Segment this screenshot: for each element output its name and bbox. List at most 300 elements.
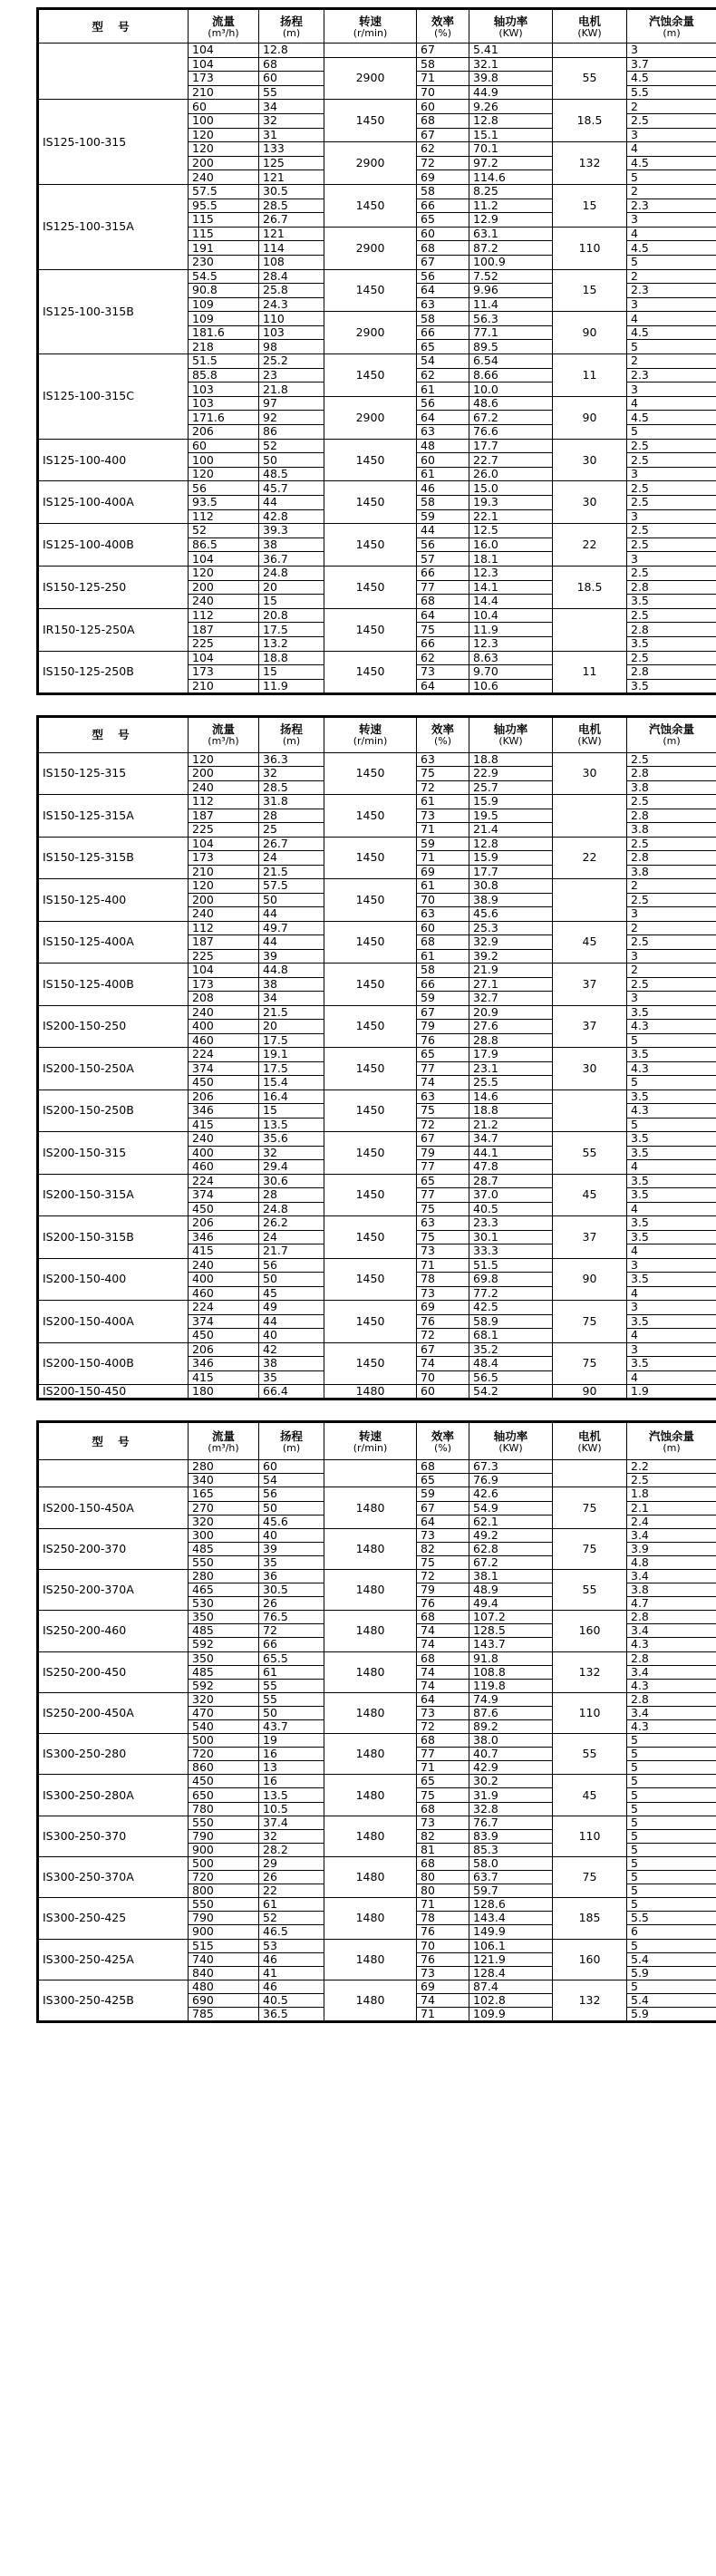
efficiency-cell: 71 <box>417 2007 469 2021</box>
head-cell: 98 <box>259 340 324 354</box>
table-row <box>38 752 716 767</box>
head-cell: 10.5 <box>259 1802 324 1816</box>
efficiency-cell: 71 <box>417 851 469 866</box>
shaft-power-cell: 114.6 <box>469 170 553 185</box>
head-cell: 28.5 <box>259 199 324 213</box>
head-cell: 45 <box>259 1286 324 1301</box>
header-row <box>38 1422 716 1460</box>
table-row <box>38 964 716 978</box>
shaft-power-cell: 9.26 <box>469 100 553 114</box>
table-row <box>38 1898 716 1912</box>
table-row <box>38 1734 716 1748</box>
motor-cell <box>553 795 627 838</box>
flow-cell: 500 <box>189 1856 259 1870</box>
npsh-cell: 2.5 <box>627 453 716 468</box>
efficiency-cell: 58 <box>417 496 469 510</box>
header-unit: (m) <box>282 1441 301 1454</box>
npsh-cell: 3 <box>627 213 716 228</box>
efficiency-cell: 67 <box>417 128 469 142</box>
npsh-cell: 3.5 <box>627 636 716 651</box>
shaft-power-cell: 51.5 <box>469 1258 553 1273</box>
flow-cell: 785 <box>189 2007 259 2021</box>
flow-cell: 210 <box>189 85 259 100</box>
shaft-power-cell: 89.2 <box>469 1720 553 1734</box>
flow-cell: 85.8 <box>189 368 259 383</box>
model-cell: IS200-150-250A <box>38 1048 189 1090</box>
shaft-power-cell: 32.7 <box>469 992 553 1006</box>
flow-cell: 225 <box>189 823 259 838</box>
header-label: 流量 <box>211 1428 235 1443</box>
efficiency-cell: 66 <box>417 325 469 340</box>
flow-cell: 104 <box>189 837 259 851</box>
head-cell: 44 <box>259 1314 324 1329</box>
head-cell: 72 <box>259 1624 324 1638</box>
npsh-cell: 5.9 <box>627 1966 716 1980</box>
npsh-cell: 3.8 <box>627 780 716 795</box>
efficiency-cell: 64 <box>417 679 469 693</box>
spec-table-3 <box>36 1420 716 2023</box>
npsh-header <box>627 1422 716 1460</box>
head-cell: 13.5 <box>259 1118 324 1132</box>
flow-cell: 86.5 <box>189 537 259 552</box>
efficiency-cell: 73 <box>417 1966 469 1980</box>
flow-cell: 206 <box>189 1216 259 1231</box>
npsh-cell: 2 <box>627 964 716 978</box>
head-cell: 49 <box>259 1301 324 1315</box>
flow-cell: 450 <box>189 1076 259 1090</box>
flow-cell: 104 <box>189 651 259 665</box>
header-unit: (r/min) <box>353 26 388 39</box>
flow-cell: 104 <box>189 57 259 72</box>
flow-cell: 200 <box>189 893 259 907</box>
head-cell: 17.5 <box>259 1061 324 1076</box>
shaft-power-cell: 58.9 <box>469 1314 553 1329</box>
motor-cell: 90 <box>553 312 627 354</box>
shaft-power-cell: 143.7 <box>469 1638 553 1651</box>
head-cell: 55 <box>259 1679 324 1692</box>
speed-cell: 1450 <box>324 1089 417 1132</box>
efficiency-cell: 69 <box>417 170 469 185</box>
motor-cell: 55 <box>553 1569 627 1610</box>
shaft-power-cell: 7.52 <box>469 269 553 284</box>
flow-cell: 450 <box>189 1329 259 1343</box>
npsh-cell: 3 <box>627 907 716 922</box>
flow-cell: 720 <box>189 1871 259 1884</box>
flow-cell: 480 <box>189 1980 259 1993</box>
header-label: 扬程 <box>279 1428 303 1443</box>
motor-cell: 75 <box>553 1301 627 1343</box>
npsh-cell: 5.5 <box>627 1912 716 1925</box>
efficiency-cell: 73 <box>417 1528 469 1542</box>
npsh-cell: 3.5 <box>627 1048 716 1062</box>
efficiency-cell: 79 <box>417 1146 469 1160</box>
flow-cell: 240 <box>189 780 259 795</box>
model-cell: IS150-125-400A <box>38 921 189 964</box>
npsh-cell: 2.3 <box>627 368 716 383</box>
head-cell: 36 <box>259 1569 324 1583</box>
head-cell: 53 <box>259 1939 324 1952</box>
npsh-cell: 5 <box>627 1843 716 1856</box>
head-cell: 39 <box>259 949 324 964</box>
shaft-power-cell: 42.6 <box>469 1487 553 1501</box>
model-cell: IS200-150-400 <box>38 1258 189 1301</box>
flow-cell: 120 <box>189 128 259 142</box>
efficiency-cell: 74 <box>417 1679 469 1692</box>
head-cell: 28.2 <box>259 1843 324 1856</box>
efficiency-cell: 80 <box>417 1871 469 1884</box>
efficiency-cell: 59 <box>417 837 469 851</box>
speed-cell: 1480 <box>324 1385 417 1399</box>
npsh-cell: 5 <box>627 1939 716 1952</box>
head-cell: 18.8 <box>259 651 324 665</box>
motor-cell: 55 <box>553 1734 627 1775</box>
shaft-power-cell: 31.9 <box>469 1788 553 1802</box>
efficiency-cell: 61 <box>417 949 469 964</box>
flow-cell: 592 <box>189 1638 259 1651</box>
flow-cell: 104 <box>189 44 259 58</box>
shaft-power-cell: 11.4 <box>469 297 553 312</box>
head-cell: 15.4 <box>259 1076 324 1090</box>
shaft-power-cell: 27.1 <box>469 977 553 992</box>
head-cell: 20 <box>259 1020 324 1034</box>
flow-cell: 346 <box>189 1230 259 1244</box>
motor-cell: 11 <box>553 354 627 397</box>
head-cell: 97 <box>259 396 324 411</box>
speed-cell: 1450 <box>324 354 417 397</box>
head-cell: 46 <box>259 1980 324 1993</box>
model-cell: IS250-200-450A <box>38 1692 189 1733</box>
efficiency-cell: 68 <box>417 113 469 128</box>
head-cell: 32 <box>259 767 324 781</box>
flow-cell: 173 <box>189 665 259 680</box>
head-cell: 45.7 <box>259 481 324 496</box>
flow-cell: 465 <box>189 1583 259 1597</box>
shaft-power-cell: 56.3 <box>469 312 553 326</box>
header-label: 型 号 <box>92 19 135 34</box>
npsh-cell: 2.5 <box>627 837 716 851</box>
shaft-power-cell: 121.9 <box>469 1952 553 1966</box>
header-unit: (r/min) <box>353 1441 388 1454</box>
header-label: 型 号 <box>92 728 135 742</box>
npsh-cell: 2.4 <box>627 1515 716 1528</box>
model-header <box>38 716 189 752</box>
shaft-power-cell: 59.7 <box>469 1884 553 1898</box>
efficiency-cell: 66 <box>417 977 469 992</box>
table-row <box>38 1048 716 1062</box>
npsh-cell: 5.9 <box>627 2007 716 2021</box>
speed-cell: 1480 <box>324 1939 417 1980</box>
shaft-power-cell: 12.8 <box>469 113 553 128</box>
shaft-power-cell: 76.6 <box>469 425 553 440</box>
efficiency-cell: 68 <box>417 1651 469 1665</box>
efficiency-cell: 68 <box>417 241 469 256</box>
efficiency-cell: 63 <box>417 425 469 440</box>
efficiency-cell: 76 <box>417 1597 469 1611</box>
table-row <box>38 1816 716 1829</box>
npsh-cell: 2.8 <box>627 1692 716 1706</box>
motor-cell: 132 <box>553 1651 627 1692</box>
model-header <box>38 9 189 44</box>
shaft-power-cell: 85.3 <box>469 1843 553 1856</box>
head-cell: 108 <box>259 255 324 269</box>
npsh-cell: 5 <box>627 1884 716 1898</box>
head-cell: 17.5 <box>259 1033 324 1048</box>
head-cell: 30.5 <box>259 1583 324 1597</box>
efficiency-header <box>417 716 469 752</box>
flow-cell: 120 <box>189 142 259 157</box>
flow-cell: 550 <box>189 1555 259 1569</box>
speed-cell: 1450 <box>324 269 417 312</box>
shaft-power-cell: 23.3 <box>469 1216 553 1231</box>
model-cell: IS125-100-315B <box>38 269 189 354</box>
efficiency-cell: 81 <box>417 1843 469 1856</box>
efficiency-cell: 60 <box>417 453 469 468</box>
motor-cell: 185 <box>553 1898 627 1939</box>
shaft-power-cell: 12.8 <box>469 837 553 851</box>
head-cell: 23 <box>259 368 324 383</box>
flow-cell: 112 <box>189 795 259 809</box>
shaft-power-cell: 22.1 <box>469 509 553 524</box>
header-label: 型 号 <box>92 1434 135 1448</box>
speed-cell: 2900 <box>324 142 417 185</box>
speed-cell: 1450 <box>324 100 417 142</box>
motor-cell <box>553 608 627 651</box>
model-cell: IS250-200-450 <box>38 1651 189 1692</box>
header-label: 效率 <box>431 722 454 737</box>
flow-cell: 120 <box>189 752 259 767</box>
flow-cell: 95.5 <box>189 199 259 213</box>
head-cell: 43.7 <box>259 1720 324 1734</box>
motor-cell: 75 <box>553 1342 627 1385</box>
shaft-power-cell: 20.9 <box>469 1005 553 1020</box>
shaft-power-cell: 48.6 <box>469 396 553 411</box>
head-cell: 30.6 <box>259 1174 324 1188</box>
model-cell: IS300-250-425B <box>38 1980 189 2021</box>
head-cell: 19 <box>259 1734 324 1748</box>
flow-cell: 103 <box>189 396 259 411</box>
flow-cell: 450 <box>189 1202 259 1216</box>
flow-cell: 210 <box>189 865 259 879</box>
table-row <box>38 795 716 809</box>
speed-cell: 1480 <box>324 1856 417 1897</box>
npsh-cell: 3.5 <box>627 1132 716 1147</box>
efficiency-cell: 58 <box>417 964 469 978</box>
table-row <box>38 1301 716 1315</box>
flow-cell: 112 <box>189 608 259 623</box>
flow-cell: 346 <box>189 1104 259 1119</box>
flow-cell: 485 <box>189 1665 259 1679</box>
npsh-cell: 2.8 <box>627 580 716 595</box>
shaft-power-cell: 16.0 <box>469 537 553 552</box>
efficiency-cell: 56 <box>417 269 469 284</box>
flow-cell: 115 <box>189 213 259 228</box>
efficiency-cell: 67 <box>417 44 469 58</box>
header-unit: (KW) <box>498 26 523 39</box>
flow-cell: 320 <box>189 1692 259 1706</box>
npsh-cell: 4.3 <box>627 1061 716 1076</box>
shaft-power-cell: 32.1 <box>469 57 553 72</box>
npsh-cell: 4 <box>627 1202 716 1216</box>
head-cell: 56 <box>259 1487 324 1501</box>
motor-cell <box>553 44 627 58</box>
flow-cell: 60 <box>189 100 259 114</box>
flow-cell: 225 <box>189 949 259 964</box>
model-cell: IS125-100-315C <box>38 354 189 440</box>
npsh-cell: 5 <box>627 1802 716 1816</box>
npsh-header <box>627 9 716 44</box>
head-cell: 25 <box>259 823 324 838</box>
flow-cell: 224 <box>189 1301 259 1315</box>
table-row <box>38 481 716 496</box>
table-row <box>38 524 716 538</box>
model-cell: IS150-125-315B <box>38 837 189 879</box>
head-cell: 56 <box>259 1258 324 1273</box>
npsh-cell: 2.8 <box>627 767 716 781</box>
efficiency-cell: 70 <box>417 85 469 100</box>
shaft-power-cell: 8.66 <box>469 368 553 383</box>
npsh-cell: 3.5 <box>627 1314 716 1329</box>
shaft-power-header <box>469 716 553 752</box>
shaft-power-cell: 40.7 <box>469 1748 553 1761</box>
npsh-cell: 4.3 <box>627 1720 716 1734</box>
table-row <box>38 1342 716 1357</box>
head-cell: 26.7 <box>259 213 324 228</box>
motor-cell <box>553 1089 627 1132</box>
header-unit: (m) <box>282 26 301 39</box>
model-header <box>38 1422 189 1460</box>
npsh-cell: 4.5 <box>627 72 716 86</box>
npsh-cell: 4.3 <box>627 1104 716 1119</box>
npsh-cell: 2.5 <box>627 566 716 580</box>
efficiency-cell: 73 <box>417 1706 469 1719</box>
efficiency-cell: 59 <box>417 992 469 1006</box>
header-unit: (m³/h) <box>208 1441 239 1454</box>
npsh-cell: 3.4 <box>627 1528 716 1542</box>
motor-cell: 30 <box>553 439 627 481</box>
efficiency-cell: 71 <box>417 1258 469 1273</box>
efficiency-cell: 60 <box>417 921 469 935</box>
head-cell: 68 <box>259 57 324 72</box>
efficiency-cell: 63 <box>417 752 469 767</box>
head-cell: 21.8 <box>259 383 324 397</box>
shaft-power-cell: 39.8 <box>469 72 553 86</box>
npsh-cell: 4.5 <box>627 325 716 340</box>
shaft-power-cell: 25.3 <box>469 921 553 935</box>
npsh-cell: 3.4 <box>627 1624 716 1638</box>
shaft-power-cell: 17.9 <box>469 1048 553 1062</box>
head-cell: 48.5 <box>259 467 324 481</box>
efficiency-cell: 76 <box>417 1314 469 1329</box>
header-unit: (m³/h) <box>208 735 239 748</box>
shaft-power-cell: 11.2 <box>469 199 553 213</box>
shaft-power-cell: 26.0 <box>469 467 553 481</box>
shaft-power-cell: 9.96 <box>469 284 553 298</box>
npsh-cell: 5 <box>627 1734 716 1748</box>
flow-cell: 120 <box>189 566 259 580</box>
head-cell: 60 <box>259 1460 324 1474</box>
efficiency-cell: 61 <box>417 467 469 481</box>
npsh-cell: 5 <box>627 1775 716 1788</box>
motor-cell: 11 <box>553 651 627 693</box>
efficiency-cell: 75 <box>417 1555 469 1569</box>
efficiency-cell: 73 <box>417 1286 469 1301</box>
shaft-power-cell: 87.2 <box>469 241 553 256</box>
model-cell: IS200-150-450 <box>38 1385 189 1399</box>
efficiency-cell: 65 <box>417 213 469 228</box>
head-cell: 30.5 <box>259 184 324 199</box>
npsh-cell: 4.5 <box>627 411 716 425</box>
efficiency-cell: 59 <box>417 509 469 524</box>
table-row <box>38 1651 716 1665</box>
header-unit: (KW) <box>577 735 602 748</box>
head-cell: 44 <box>259 496 324 510</box>
efficiency-cell: 44 <box>417 524 469 538</box>
shaft-power-cell: 67.2 <box>469 411 553 425</box>
npsh-cell: 3 <box>627 128 716 142</box>
shaft-power-cell: 67.2 <box>469 1555 553 1569</box>
efficiency-cell: 71 <box>417 1761 469 1775</box>
flow-cell: 240 <box>189 170 259 185</box>
header-label: 流量 <box>211 722 235 737</box>
speed-cell: 1480 <box>324 1487 417 1528</box>
speed-cell: 1450 <box>324 964 417 1006</box>
head-cell: 55 <box>259 1692 324 1706</box>
efficiency-cell: 64 <box>417 1692 469 1706</box>
flow-cell: 790 <box>189 1912 259 1925</box>
head-cell: 25.2 <box>259 354 324 369</box>
shaft-power-cell: 38.0 <box>469 1734 553 1748</box>
flow-cell: 460 <box>189 1160 259 1175</box>
flow-cell: 240 <box>189 1132 259 1147</box>
header-label: 轴功率 <box>493 14 528 28</box>
efficiency-cell: 79 <box>417 1020 469 1034</box>
efficiency-cell: 64 <box>417 1515 469 1528</box>
efficiency-cell: 78 <box>417 1912 469 1925</box>
efficiency-cell: 64 <box>417 608 469 623</box>
shaft-power-cell: 77.1 <box>469 325 553 340</box>
model-cell: IS125-100-315 <box>38 100 189 185</box>
head-cell: 40 <box>259 1528 324 1542</box>
head-cell: 37.4 <box>259 1816 324 1829</box>
head-cell: 92 <box>259 411 324 425</box>
model-cell: IS300-250-425A <box>38 1939 189 1980</box>
npsh-cell: 2.5 <box>627 752 716 767</box>
head-cell: 32 <box>259 1829 324 1843</box>
table-row <box>38 1460 716 1474</box>
head-cell: 38 <box>259 537 324 552</box>
efficiency-cell: 60 <box>417 100 469 114</box>
head-cell: 28.4 <box>259 269 324 284</box>
head-cell: 34 <box>259 100 324 114</box>
shaft-power-cell: 37.0 <box>469 1188 553 1203</box>
table-row <box>38 566 716 580</box>
head-cell: 44.8 <box>259 964 324 978</box>
npsh-cell: 3.5 <box>627 1005 716 1020</box>
efficiency-cell: 65 <box>417 1174 469 1188</box>
shaft-power-cell: 5.41 <box>469 44 553 58</box>
speed-cell: 1480 <box>324 1692 417 1733</box>
efficiency-cell: 68 <box>417 1460 469 1474</box>
shaft-power-cell: 15.1 <box>469 128 553 142</box>
efficiency-cell: 68 <box>417 1856 469 1870</box>
npsh-cell: 5 <box>627 1871 716 1884</box>
motor-cell: 90 <box>553 1258 627 1301</box>
motor-cell: 15 <box>553 184 627 227</box>
npsh-cell: 6 <box>627 1925 716 1939</box>
flow-cell: 690 <box>189 1993 259 2007</box>
head-cell: 15 <box>259 1104 324 1119</box>
table-row <box>38 879 716 894</box>
